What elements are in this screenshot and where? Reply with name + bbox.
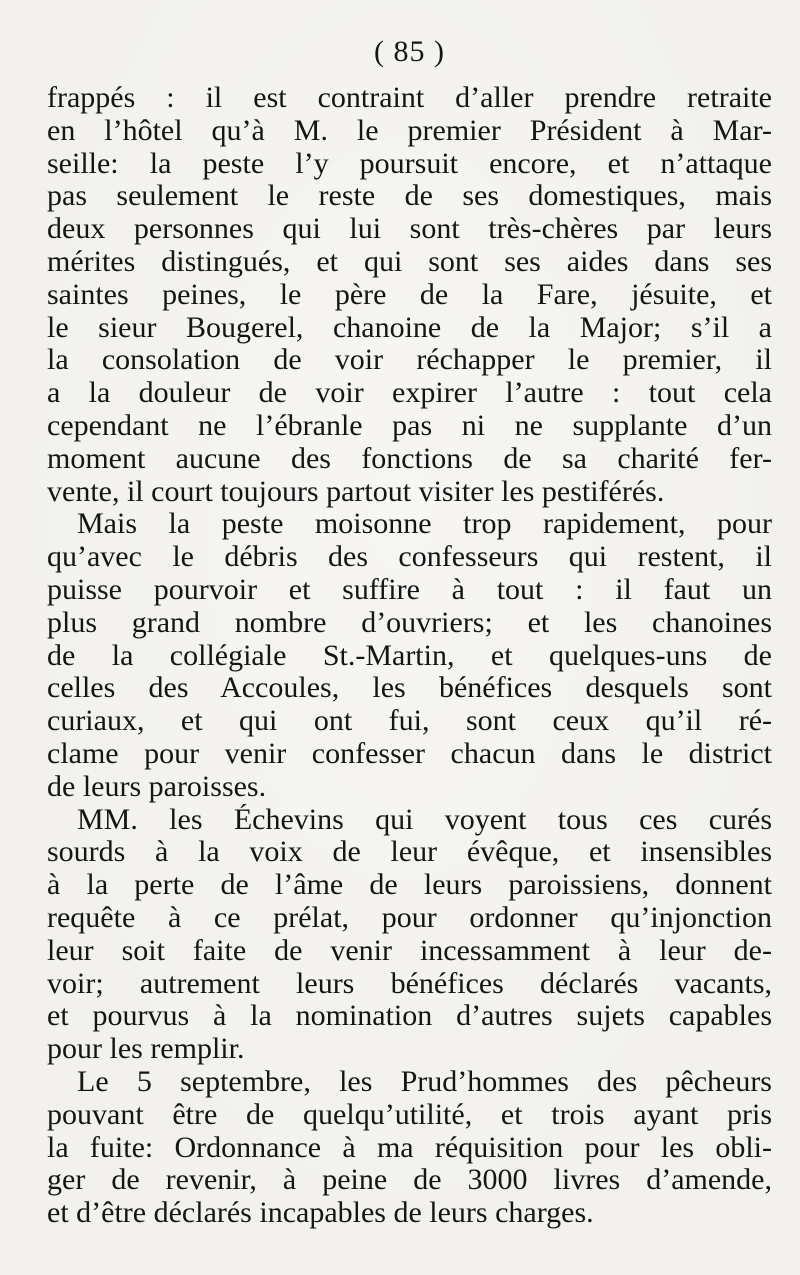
text-line: Mais la peste moisonne trop rapidement, pour bbox=[77, 508, 772, 541]
text-line: sourds à la voix de leur évêque, et insensibles bbox=[47, 836, 772, 869]
text-line: curiaux, et qui ont fui, sont ceux qu’il ré- bbox=[47, 705, 772, 738]
text-line: saintes peines, le père de la Fare, jésuite, et bbox=[47, 278, 772, 311]
text-line: moment aucune des fonctions de sa charité fer- bbox=[47, 442, 772, 475]
text-line: plus grand nombre d’ouvriers; et les chanoines bbox=[47, 606, 772, 639]
text-line: a la douleur de voir expirer l’autre : tout cela bbox=[47, 377, 772, 410]
paragraph bbox=[47, 508, 772, 803]
text-line: leur soit faite de venir incessamment à leur de- bbox=[47, 934, 772, 967]
text-line: à la perte de l’âme de leurs paroissiens, donnent bbox=[47, 869, 772, 902]
text-line: vente, il court toujours partout visiter les pestiférés. bbox=[47, 475, 665, 508]
text-line: MM. les Échevins qui voyent tous ces curés bbox=[77, 803, 772, 836]
text-line: puisse pourvoir et suffire à tout : il faut un bbox=[47, 573, 772, 606]
paragraph bbox=[47, 804, 772, 1066]
text-line: mérites distingués, et qui sont ses aides dans ses bbox=[47, 245, 772, 278]
text-line: pour les remplir. bbox=[47, 1033, 245, 1066]
text-line: requête à ce prélat, pour ordonner qu’injonction bbox=[47, 901, 772, 934]
text-line: deux personnes qui lui sont très-chères par leurs bbox=[47, 213, 772, 246]
text-line: seille: la peste l’y poursuit encore, et n’attaque bbox=[47, 147, 772, 180]
paragraph bbox=[47, 82, 772, 508]
body-text bbox=[47, 82, 772, 1230]
paragraph bbox=[47, 1066, 772, 1230]
text-line: qu’avec le débris des confesseurs qui restent, il bbox=[47, 541, 772, 574]
text-line: ger de revenir, à peine de 3000 livres d’amende, bbox=[47, 1164, 772, 1197]
page-number: ( 85 ) bbox=[374, 35, 445, 68]
text-line: pas seulement le reste de ses domestiques, mais bbox=[47, 180, 772, 213]
text-line: voir; autrement leurs bénéfices déclarés vacants, bbox=[47, 967, 772, 1000]
text-line: la consolation de voir réchapper le premier, il bbox=[47, 344, 772, 377]
text-line: pouvant être de quelqu’utilité, et trois ayant pris bbox=[47, 1098, 772, 1131]
text-line: celles des Accoules, les bénéfices desquels sont bbox=[47, 672, 772, 705]
text-line: Le 5 septembre, les Prud’hommes des pêcheurs bbox=[77, 1065, 772, 1098]
text-line: de leurs paroisses. bbox=[47, 770, 267, 803]
text-line: de la collégiale St.-Martin, et quelques-uns de bbox=[47, 639, 772, 672]
text-line: cependant ne l’ébranle pas ni ne supplante d’un bbox=[47, 409, 772, 442]
text-line: la fuite: Ordonnance à ma réquisition pour les obli- bbox=[47, 1131, 772, 1164]
text-line: et d’être déclarés incapables de leurs charges. bbox=[47, 1197, 594, 1230]
text-line: frappés : il est contraint d’aller prendre retraite bbox=[47, 82, 772, 114]
text-line: et pourvus à la nomination d’autres sujets capables bbox=[47, 1000, 772, 1033]
text-line: clame pour venir confesser chacun dans le district bbox=[47, 737, 772, 770]
text-line: le sieur Bougerel, chanoine de la Major; s’il a bbox=[47, 311, 772, 344]
text-line: en l’hôtel qu’à M. le premier Président à Mar- bbox=[47, 114, 772, 147]
